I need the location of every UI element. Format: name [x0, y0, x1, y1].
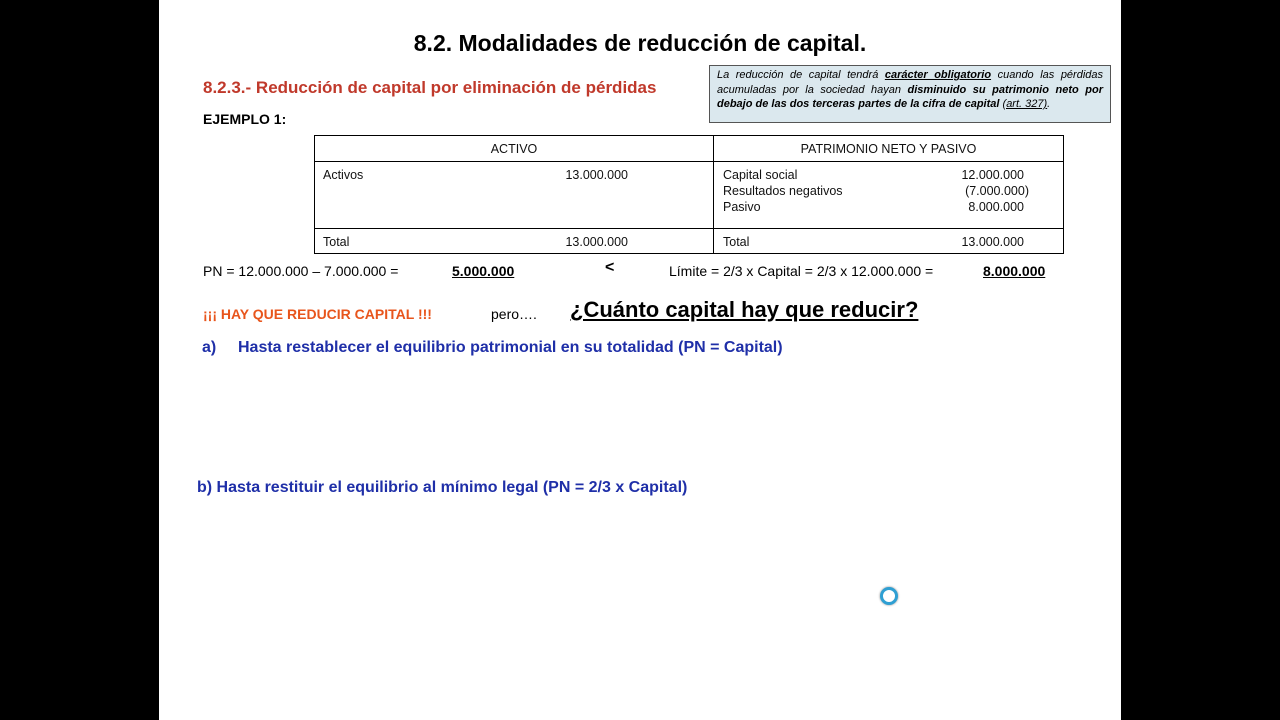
table-cell-label: Resultados negativos: [723, 184, 843, 198]
note-strong-1: carácter obligatorio: [884, 69, 992, 81]
note-text-1: La reducción de capital tendrá: [717, 69, 885, 81]
table-cell-value: 13.000.000: [565, 168, 628, 182]
pn-formula: PN = 12.000.000 – 7.000.000 =: [203, 263, 399, 279]
table-cell-value: 8.000.000: [968, 200, 1024, 214]
slide-title: 8.2. Modalidades de reducción de capital.: [413, 30, 867, 56]
balance-sheet-table: [314, 135, 1064, 254]
legal-note-box: [709, 65, 1111, 123]
option-a-text: Hasta restablecer el equilibrio patrimonial en su totalidad (PN = Capital): [238, 339, 783, 356]
note-text-2: cuando las pérdidas acumuladas por la sociedad hayan: [717, 69, 1104, 96]
table-cell-label: Capital social: [723, 168, 798, 182]
section-subtitle: 8.2.3.- Reducción de capital por eliminación de pérdidas: [203, 78, 657, 97]
table-cell-value: 12.000.000: [961, 168, 1024, 182]
table-cell-label: Activos: [323, 168, 364, 182]
total-right-value: 13.000.000: [961, 235, 1024, 249]
header-patrimonio: PATRIMONIO NETO Y PASIVO: [800, 142, 977, 156]
loading-spinner-icon: [880, 587, 898, 605]
reduce-capital-alert: ¡¡¡ HAY QUE REDUCIR CAPITAL !!!: [203, 306, 432, 322]
note-article-ref: (art. 327): [1002, 98, 1048, 110]
total-left-value: 13.000.000: [565, 235, 628, 249]
header-activo: ACTIVO: [490, 142, 538, 156]
question-heading: ¿Cuánto capital hay que reducir?: [570, 297, 919, 322]
table-divider-header: [315, 161, 1063, 162]
total-left-label: Total: [323, 235, 350, 249]
note-strong-2: disminuido su patrimonio neto por debajo de las dos terceras partes de la cifra de capital: [717, 83, 1103, 110]
table-cell-label: Pasivo: [723, 200, 761, 214]
pn-value: 5.000.000: [452, 263, 515, 279]
total-right-label: Total: [723, 235, 750, 249]
option-a-label: a): [202, 339, 217, 356]
table-divider-total: [315, 228, 1063, 229]
option-a: [202, 339, 783, 357]
example-label: EJEMPLO 1:: [203, 111, 287, 127]
table-cell-value: (7.000.000): [965, 184, 1029, 198]
limit-value: 8.000.000: [983, 263, 1046, 279]
limit-formula: Límite = 2/3 x Capital = 2/3 x 12.000.000 =: [669, 263, 934, 279]
less-than-sign: <: [605, 259, 615, 276]
note-text-4: .: [1047, 98, 1051, 110]
slide: [159, 0, 1121, 720]
pero-text: pero….: [491, 306, 537, 322]
option-b: b) Hasta restituir el equilibrio al mínimo legal (PN = 2/3 x Capital): [197, 479, 688, 496]
